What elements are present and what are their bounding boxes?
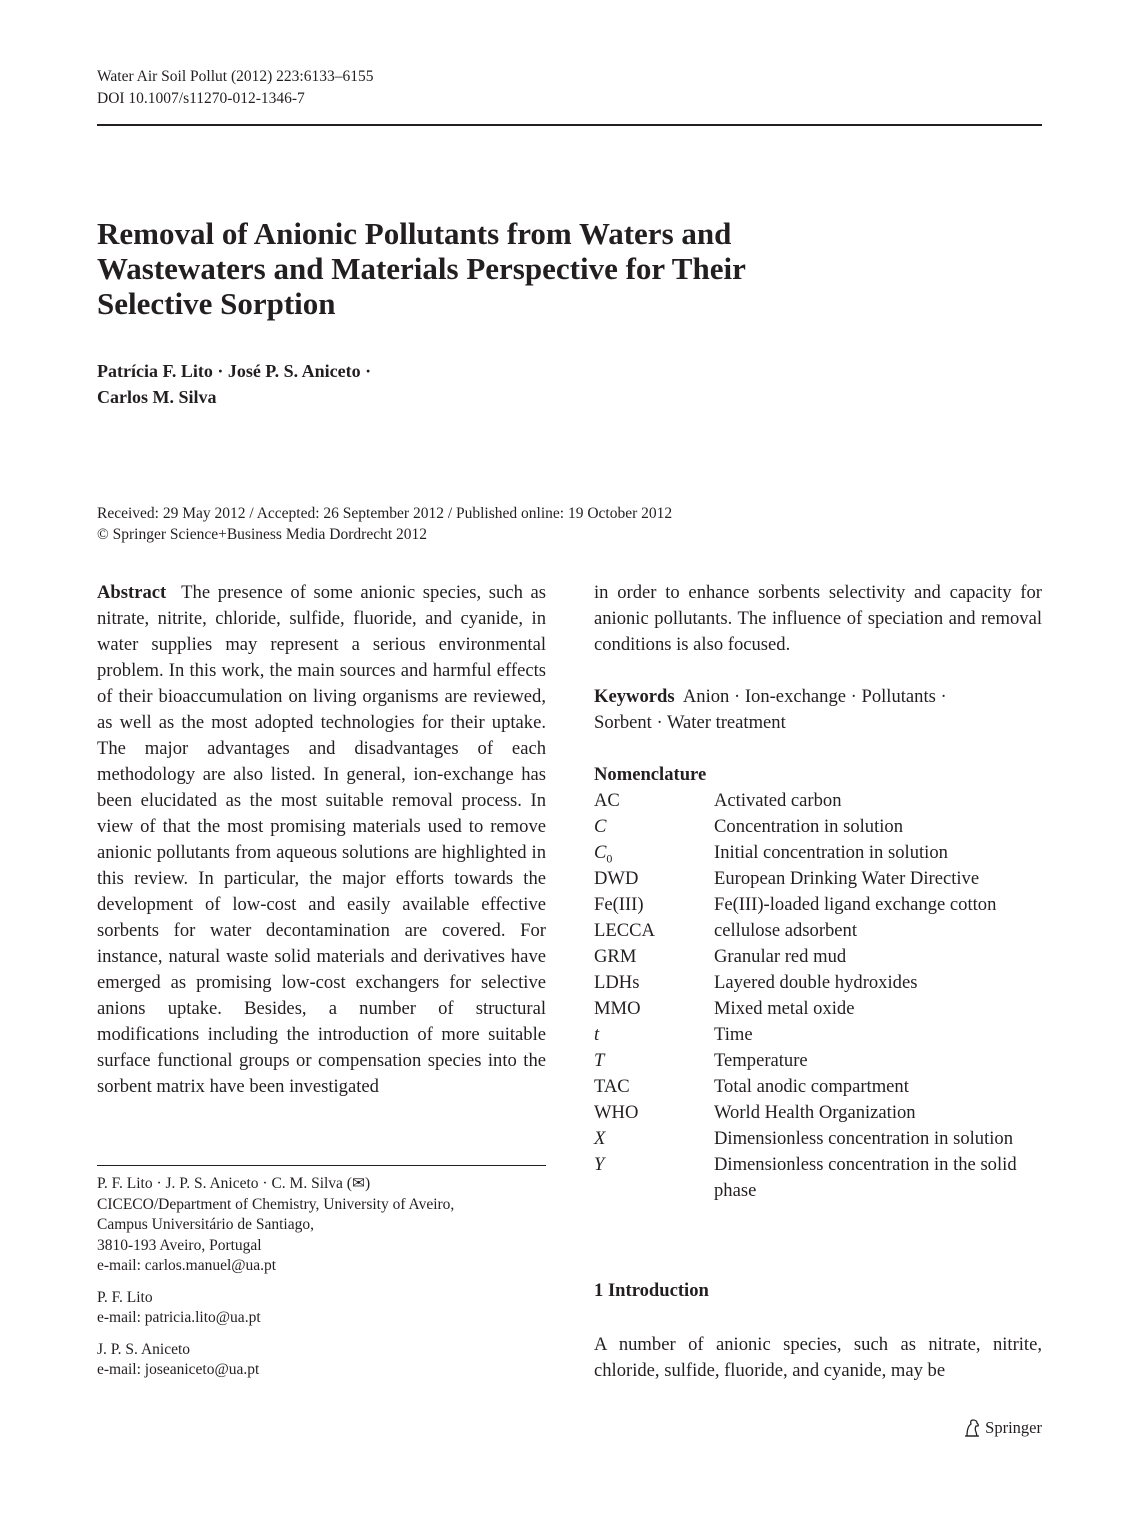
abstract-label: Abstract — [97, 582, 167, 603]
nom-definition: Mixed metal oxide — [714, 998, 855, 1019]
abstract-continued: in order to enhance sorbents selectivity and capacity for anionic pollutants. The influence of speciation and removal conditions is also focused. — [594, 582, 1042, 655]
nomenclature-title: Nomenclature — [594, 764, 707, 785]
authors-line-1: Patrícia F. Lito · José P. S. Aniceto · — [97, 361, 372, 381]
table-row — [594, 866, 1042, 892]
table-row — [594, 1048, 1042, 1074]
nom-symbol: DWD — [594, 868, 639, 889]
affil-department: CICECO/Department of Chemistry, University of Aveiro, — [97, 1195, 455, 1213]
nom-symbol: C — [594, 816, 607, 837]
affil-name-aniceto: J. P. S. Aniceto — [97, 1340, 191, 1358]
section-heading-introduction: 1 Introduction — [594, 1280, 709, 1301]
doi: DOI 10.1007/s11270-012-1346-7 — [97, 90, 305, 107]
nom-definition: Layered double hydroxides — [714, 972, 918, 993]
nom-definition: European Drinking Water Directive — [714, 868, 980, 889]
nom-definition: Granular red mud — [714, 946, 847, 967]
publication-dates — [97, 503, 672, 545]
author-list — [97, 358, 371, 410]
right-column — [594, 580, 1042, 1204]
running-header — [97, 66, 373, 110]
nom-symbol: LDHs — [594, 972, 640, 993]
nom-symbol: LECCA — [594, 920, 655, 941]
table-row — [594, 1074, 1042, 1100]
nom-definition: Dimensionless concentration in solution — [714, 1128, 1014, 1149]
table-row — [594, 1022, 1042, 1048]
dates-line: Received: 29 May 2012 / Accepted: 26 September 2012 / Published online: 19 October 2012 — [97, 505, 673, 522]
publisher-name: Springer — [985, 1418, 1042, 1437]
table-row — [594, 944, 1042, 970]
nom-symbol — [594, 840, 714, 866]
table-row — [594, 1100, 1042, 1126]
nom-definition: Initial concentration in solution — [714, 842, 948, 863]
affil-email-lito[interactable]: e-mail: patricia.lito@ua.pt — [97, 1309, 261, 1326]
author-affiliations — [97, 1174, 546, 1392]
affiliation-block-corresponding — [97, 1174, 546, 1277]
left-column — [97, 580, 546, 1100]
nom-symbol: X — [594, 1128, 606, 1149]
journal-citation: Water Air Soil Pollut (2012) 223:6133–6155 — [97, 68, 374, 85]
nom-definition: Fe(III)-loaded ligand exchange cotton — [714, 894, 997, 915]
nom-definition: Temperature — [714, 1050, 808, 1071]
keywords-paragraph — [594, 684, 1042, 736]
nom-symbol-base: C — [594, 842, 607, 863]
table-row — [594, 970, 1042, 996]
nom-symbol: T — [594, 1050, 605, 1071]
nom-symbol: t — [594, 1024, 600, 1045]
table-row — [594, 788, 1042, 814]
nom-definition: Total anodic compartment — [714, 1076, 909, 1097]
header-rule — [97, 124, 1042, 126]
keywords-label: Keywords — [594, 686, 675, 707]
affiliation-block-lito — [97, 1288, 546, 1329]
authors-line-2: Carlos M. Silva — [97, 387, 217, 407]
nom-symbol: Fe(III) — [594, 894, 644, 915]
nom-definition: Activated carbon — [714, 790, 842, 811]
nom-symbol-subscript: 0 — [606, 851, 613, 866]
affil-name-lito: P. F. Lito — [97, 1288, 153, 1306]
publisher-footer — [963, 1418, 1042, 1438]
abstract-text-left: The presence of some anionic species, such as nitrate, nitrite, chloride, sulfide, fluoride, and cyanide, in water supplies may represent a serious environmental problem. In this work, the main sources and harmful effects of their bioaccumulation on living organisms are reviewed, as well as the most adopted technologies for their uptake. The major advantages and disadvantages of each methodology are also listed. In general, ion-exchange has been elucidated as the most suitable removal process. In view of that the most promising materials used to remove anionic pollutants from aqueous solutions are highlighted in this review. In particular, the major efforts towards the development of low-cost and easily available effective sorbents for water decontamination are covered. For instance, natural waste solid materials and derivatives have emerged as promising low-cost exchangers for selective anions uptake. Besides, a number of structural modifications including the introduction of more suitable surface functional groups or compensation species into the sorbent matrix have been investigated — [97, 582, 547, 1097]
copyright-line: © Springer Science+Business Media Dordrecht 2012 — [97, 526, 428, 543]
footnote-rule — [97, 1165, 546, 1166]
affiliation-block-aniceto — [97, 1340, 546, 1381]
table-row — [594, 996, 1042, 1022]
springer-horse-icon — [963, 1418, 981, 1438]
affil-address: 3810-193 Aveiro, Portugal — [97, 1236, 262, 1254]
affil-email-silva[interactable]: e-mail: carlos.manuel@ua.pt — [97, 1257, 277, 1274]
nom-definition: cellulose adsorbent — [714, 920, 858, 941]
table-row — [594, 814, 1042, 840]
table-row — [594, 892, 1042, 918]
nom-symbol: MMO — [594, 998, 641, 1019]
nom-definition: Dimensionless concentration in the solid phase — [714, 1154, 1017, 1201]
nom-symbol: TAC — [594, 1076, 630, 1097]
nom-symbol: GRM — [594, 946, 637, 967]
nom-symbol: WHO — [594, 1102, 639, 1123]
table-row — [594, 840, 1042, 866]
keywords-line-1: Anion · Ion-exchange · Pollutants · — [682, 686, 947, 707]
keywords-line-2: Sorbent · Water treatment — [594, 712, 786, 733]
affil-campus: Campus Universitário de Santiago, — [97, 1216, 314, 1233]
nom-symbol: AC — [594, 790, 620, 811]
table-row — [594, 1152, 1042, 1204]
affil-authors: P. F. Lito · J. P. S. Aniceto · C. M. Silva (✉) — [97, 1175, 371, 1192]
table-row — [594, 1126, 1042, 1152]
nom-definition: World Health Organization — [714, 1102, 916, 1123]
abstract-paragraph — [97, 580, 546, 1100]
article-title: Removal of Anionic Pollutants from Waters and Wastewaters and Materials Perspective for Their Selective Sorption — [97, 216, 746, 321]
nom-definition: Time — [714, 1024, 753, 1045]
table-row — [594, 918, 1042, 944]
nom-symbol: Y — [594, 1154, 605, 1175]
affil-email-aniceto[interactable]: e-mail: joseaniceto@ua.pt — [97, 1361, 260, 1378]
nomenclature-table — [594, 788, 1042, 1204]
introduction-text: A number of anionic species, such as nitrate, nitrite, chloride, sulfide, fluoride, and cyanide, may be — [594, 1334, 1042, 1381]
nom-definition: Concentration in solution — [714, 816, 904, 837]
